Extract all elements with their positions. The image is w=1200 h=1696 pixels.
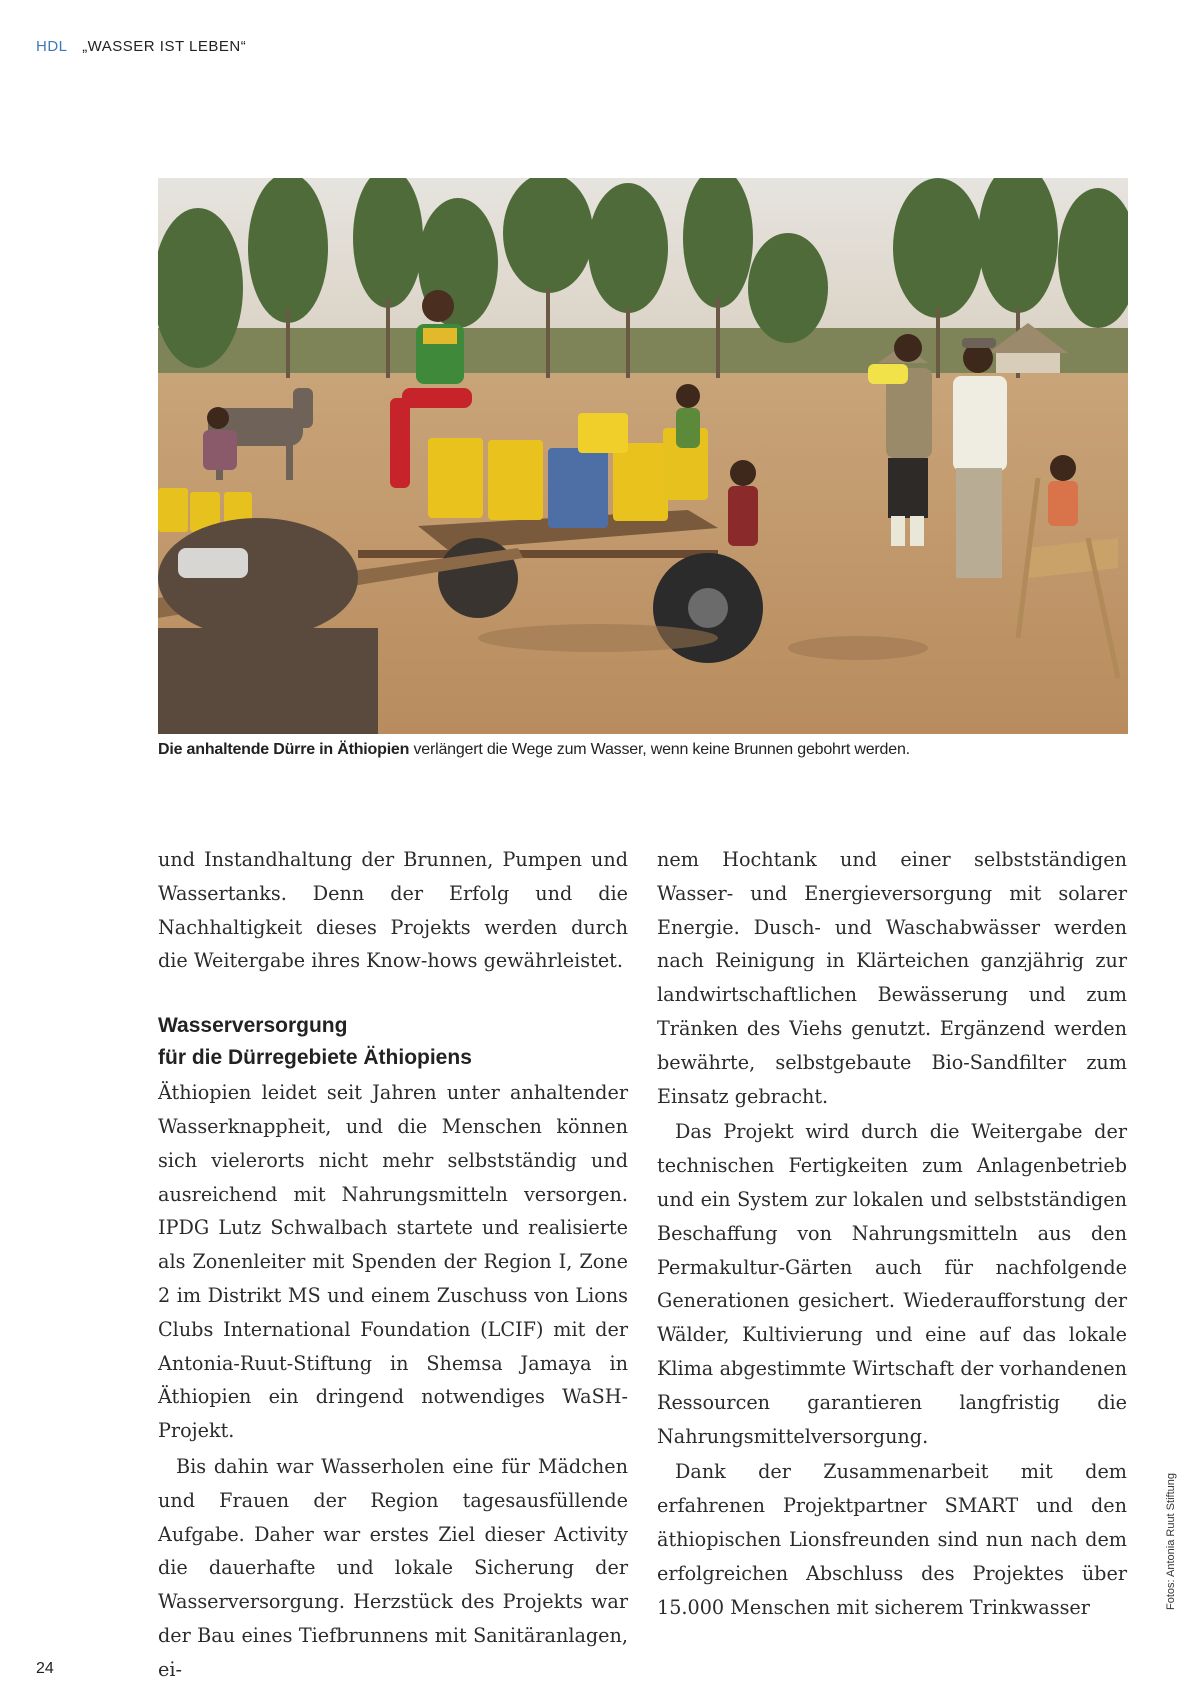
paragraph: Bis dahin war Wasserholen eine für Mädchen und Frauen der Region tagesausfüllende Aufgabe. Daher war erstes Ziel dieser Activity die dauerhafte und lokale Sicherung der Wasserversorgung. Herzstück des Projekts war der Bau eines Tiefbrunnens mit Sanitäranlagen, ei- [158,1454,628,1681]
article-column-right [657,843,1127,1624]
paragraph: Äthiopien leidet seit Jahren unter anhaltender Wasserknappheit, und die Menschen können sich vielerorts nicht mehr selbstständig und ausreichend mit Nahrungsmitteln versorgen. IPDG Lutz Schwalbach startete und realisierte als Zonenleiter mit Spenden der Region I, Zone 2 im Distrikt MS und einem Zuschuss von Lions Clubs International Foundation (LCIF) mit der Antonia-Ruut-Stiftung in Shemsa Jamaya in Äthiopien ein dringend notwendiges WaSH-Projekt. [158,1081,628,1443]
article-column-left [158,843,628,1687]
photo-caption [158,741,1138,759]
running-head [36,38,246,55]
caption-lead: Die anhaltende Dürre in Äthiopien [158,741,410,758]
section-heading-line-1: Wasserversorgung [158,1014,348,1038]
magazine-abbr: HDL [36,38,68,55]
paragraph: Dank der Zusammenarbeit mit dem erfahrenen Projektpartner SMART und den äthiopischen Lionsfreunden sind nun nach dem erfolgreichen Abschluss des Projektes über 15.000 Menschen mit sicherem Trinkwasser [657,1460,1127,1619]
paragraph: nem Hochtank und einer selbstständigen Wasser- und Energieversorgung mit solarer Energie. Dusch- und Waschabwässer werden nach Reinigung in Klärteichen ganzjährig zur landwirtschaftlichen Bewässerung und zum Tränken des Viehs genutzt. Ergänzend werden bewährte, selbstgebaute Bio-Sandfilter zum Einsatz gebracht. [657,848,1127,1108]
paragraph: und Instandhaltung der Brunnen, Pumpen und Wassertanks. Denn der Erfolg und die Nachhaltigkeit dieses Projekts werden durch die Weitergabe ihres Know-hows gewährleistet. [158,848,628,973]
paragraph: Das Projekt wird durch die Weitergabe der technischen Fertigkeiten zum Anlagenbetrieb und ein System zur lokalen und selbstständigen Beschaffung von Nahrungsmitteln aus den Permakultur-Gärten auch für nachfolgende Generationen gesichert. Wiederaufforstung der Wälder, Kultivierung und eine auf das lokale Klima abgestimmte Wirtschaft der vorhandenen Ressourcen garantieren langfristig die Nahrungsmittelversorgung. [657,1120,1127,1448]
article-photo [158,178,1128,734]
section-heading [158,1010,628,1074]
photo-ethiopia-water-cart-icon [158,178,1128,734]
section-heading-line-2: für die Dürregebiete Äthiopiens [158,1046,472,1070]
page-number: 24 [36,1660,54,1677]
section-title: „WASSER IST LEBEN“ [82,38,247,55]
caption-text: verlängert die Wege zum Wasser, wenn keine Brunnen gebohrt werden. [409,741,910,758]
photo-credit: Fotos: Antonia Ruut Stiftung [1165,1473,1177,1610]
